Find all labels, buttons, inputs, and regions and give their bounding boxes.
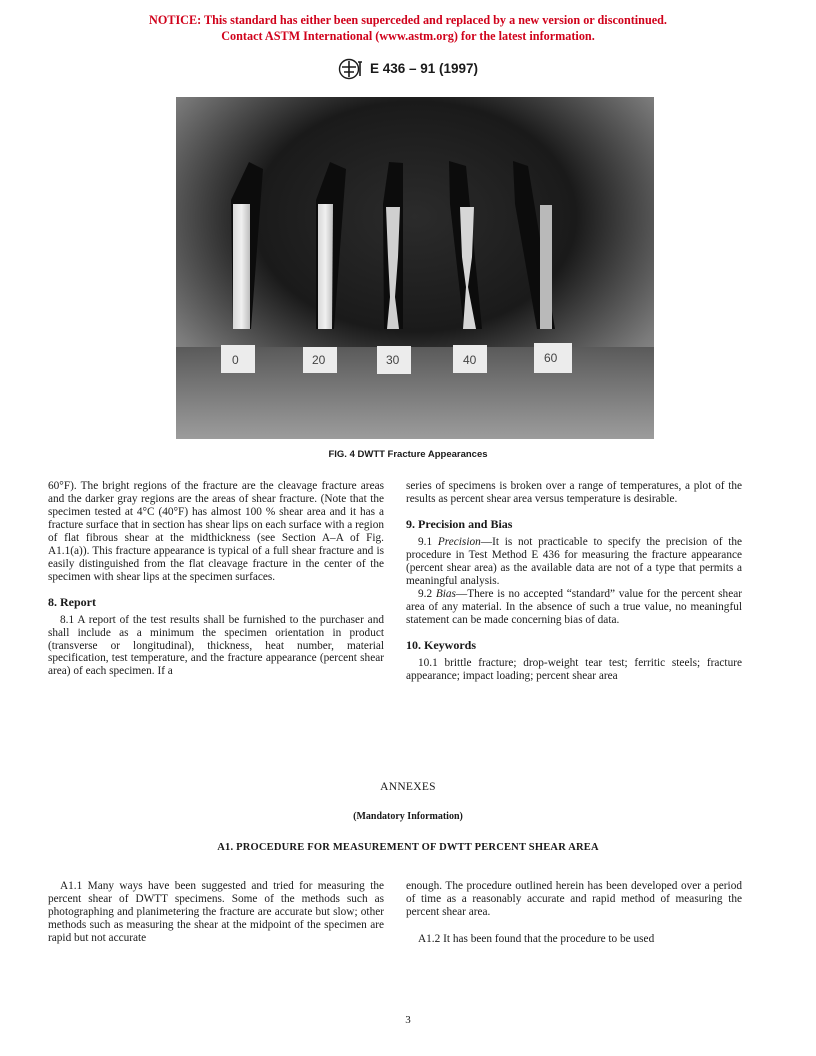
annexes-subtitle: (Mandatory Information) — [353, 811, 463, 822]
report-heading: 8. Report — [48, 594, 96, 609]
report-continued-paragraph: series of specimens is broken over a range of temperatures, a plot of the results as percent shear area versus temperature is desirable. — [406, 480, 742, 505]
shear-area-paragraph: 60°F). The bright regions of the fracture are the cleavage fracture areas and the darker gray regions are the areas of shear fracture. (Note that the specimen tested at 4°C (40°F) has almost 100 % shear area and it has a fracture surface that in section has shear lips on each surface with a region of flat fibrous shear at the midthickness (see Section A–A of Fig. A1.1(a)). This fracture appearance is typical of a full shear fracture and is easily distinguished from the flat cleavage fracture in the center of the specimen with shear lips at the specimen surfaces. — [48, 480, 384, 583]
notice-banner — [0, 12, 816, 44]
report-paragraph: 8.1 A report of the test results shall be furnished to the purchaser and shall include as a minimum the specimen orientation in product (transverse or longitudinal), thickness, heat number, material specification, test temperature, and the fracture appearance (percent shear area) of each specimen. If a — [48, 613, 384, 678]
annex-left-column — [48, 880, 384, 945]
precision-bias-heading: 9. Precision and Bias — [406, 516, 513, 531]
specimen-label-2: 20 — [312, 353, 326, 367]
right-column — [406, 480, 742, 682]
annexes-title: ANNEXES — [380, 781, 436, 793]
fracture-photo-illustration — [176, 97, 654, 439]
bias-term: Bias — [435, 587, 456, 600]
left-column — [48, 480, 384, 678]
standard-designation — [0, 58, 816, 80]
notice-line-1: NOTICE: This standard has either been superceded and replaced by a new version or discontinued. — [149, 13, 667, 27]
precision-number: 9.1 — [418, 535, 433, 548]
keywords-paragraph: 10.1 brittle fracture; drop-weight tear test; ferritic steels; fracture appearance; impact loading; percent shear area — [406, 656, 742, 682]
annex-a1-2-paragraph: A1.2 It has been found that the procedure to be used — [418, 932, 655, 945]
keywords-heading: 10. Keywords — [406, 637, 476, 652]
specimen-label-5: 60 — [544, 351, 558, 365]
annex-right-column — [406, 880, 742, 946]
dwtt-fracture-photo — [176, 97, 654, 439]
precision-paragraph — [406, 536, 742, 588]
precision-term: Precision — [437, 535, 481, 548]
specimen-3 — [383, 162, 403, 329]
specimen-label-4: 40 — [463, 353, 477, 367]
specimen-label-1: 0 — [232, 353, 239, 367]
figure-caption: FIG. 4 DWTT Fracture Appearances — [328, 449, 488, 460]
annex-a1-1-paragraph: A1.1 Many ways have been suggested and tried for measuring the percent shear of DWTT specimens. Some of the methods such as photographing and planimetering the fracture are accurate but slow; other methods such as measuring the shear at the midpoint of the specimen are rapid but not accurate — [48, 880, 384, 944]
designation-text: E 436 – 91 (1997) — [369, 61, 479, 76]
page-number: 3 — [405, 1014, 411, 1026]
specimen-label-3: 30 — [386, 353, 400, 367]
bias-number: 9.2 — [418, 587, 433, 600]
annex-a1-1-continued: enough. The procedure outlined herein has been developed over a period of time as a reasonably accurate and rapid method of measuring the percent shear area. — [406, 880, 742, 918]
notice-line-2: Contact ASTM International (www.astm.org) for the latest information. — [221, 29, 595, 43]
bias-text: —There is no accepted “standard” value for the percent shear area of any material. In the absence of such a true value, no meaningful statement can be made concerning bias of data. — [406, 587, 742, 626]
precision-text: —It is not practicable to specify the precision of the procedure in Test Method E 436 for measuring the fracture appearance (percent shear area) as the available data are not of a type that permits a meaningful analysis. — [406, 535, 742, 587]
annex-procedure-title: A1. PROCEDURE FOR MEASUREMENT OF DWTT PERCENT SHEAR AREA — [217, 842, 599, 853]
bias-paragraph — [406, 588, 742, 627]
astm-logo-icon — [338, 58, 364, 80]
